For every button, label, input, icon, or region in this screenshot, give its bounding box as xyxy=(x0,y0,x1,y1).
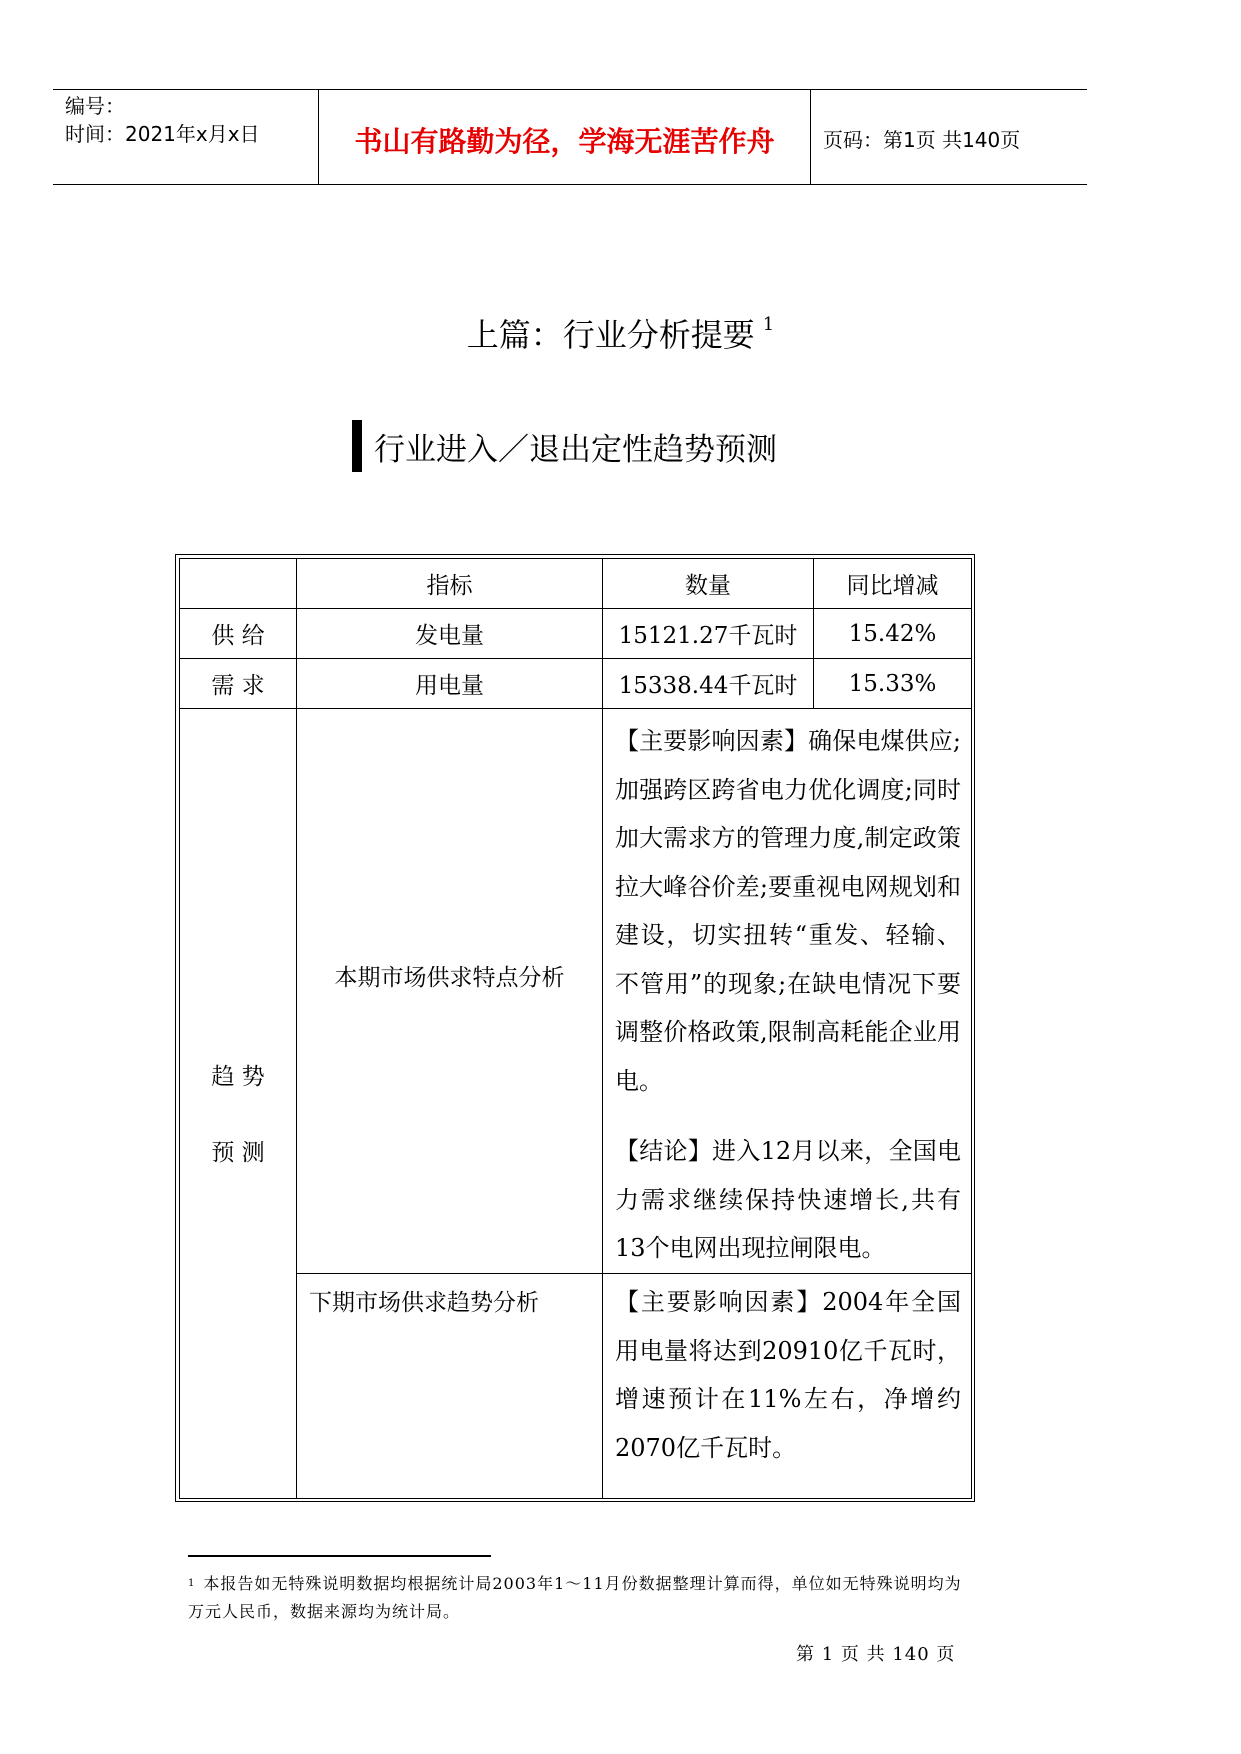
row-indicator: 发电量 xyxy=(297,609,603,659)
row-quantity: 15338.44千瓦时 xyxy=(603,659,814,709)
current-conclusion: 【结论】进入12月以来，全国电力需求继续保持快速增长,共有13个电网出现拉闸限电。 xyxy=(615,1137,961,1262)
row-change: 15.33% xyxy=(814,659,972,709)
table-header-cell xyxy=(180,559,297,609)
header-divider xyxy=(810,90,811,184)
trend-label-line: 趋 势 xyxy=(211,1064,265,1090)
time-label: 时间：2021年x月x日 xyxy=(65,122,260,146)
next-analysis-cell xyxy=(603,1274,972,1499)
table-header-row xyxy=(180,559,972,609)
trend-forecast-label xyxy=(180,709,297,1499)
serial-label: 编号： xyxy=(65,94,125,118)
next-analysis-label: 下期市场供求趋势分析 xyxy=(297,1274,603,1499)
footnote-text: 本报告如无特殊说明数据均根据统计局2003年1～11月份数据整理计算而得，单位如无特殊说明均为万元人民币，数据来源均为统计局。 xyxy=(188,1574,962,1621)
table-row xyxy=(180,659,972,709)
page-footer: 第 1 页 共 140 页 xyxy=(796,1644,956,1665)
next-factors: 【主要影响因素】2004年全国用电量将达到20910亿千瓦时，增速预计在11%左右，净增约2070亿千瓦时。 xyxy=(615,1288,961,1462)
current-analysis-cell xyxy=(603,709,972,1274)
table-row-next xyxy=(180,1274,972,1499)
footnote-ref[interactable]: 1 xyxy=(762,314,775,335)
table-header-cell: 指标 xyxy=(297,559,603,609)
footnote xyxy=(188,1570,968,1626)
table-row-current xyxy=(180,709,972,1274)
row-indicator: 用电量 xyxy=(297,659,603,709)
header-motto: 书山有路勤为径，学海无涯苦作舟 xyxy=(354,125,775,158)
table-header-cell: 数量 xyxy=(603,559,814,609)
footnote-separator xyxy=(188,1555,491,1557)
page-title xyxy=(0,310,1241,356)
analysis-table-grid xyxy=(179,558,972,1499)
row-label: 供 给 xyxy=(180,609,297,659)
trend-label-line: 预 测 xyxy=(211,1140,265,1166)
next-analysis-text xyxy=(603,1274,971,1472)
analysis-table xyxy=(175,554,975,1502)
current-factors: 【主要影响因素】确保电煤供应;加强跨区跨省电力优化调度;同时加大需求方的管理力度,制定政策拉大峰谷价差;要重视电网规划和建设，切实扭转“重发、轻输、不管用”的现象;在缺电情况下要调整价格政策,限制高耗能企业用电。 xyxy=(615,727,961,1095)
footnote-mark: 1 xyxy=(188,1578,196,1589)
table-row xyxy=(180,609,972,659)
section-title: 行业进入／退出定性趋势预测 xyxy=(374,431,777,468)
row-label: 需 求 xyxy=(180,659,297,709)
row-quantity: 15121.27千瓦时 xyxy=(603,609,814,659)
section-heading xyxy=(352,420,777,472)
page-title-text: 上篇：行业分析提要 xyxy=(466,316,755,354)
row-change: 15.42% xyxy=(814,609,972,659)
header-meta xyxy=(65,92,260,148)
page-header xyxy=(53,89,1087,185)
section-marker-bar xyxy=(352,420,362,472)
current-analysis-text xyxy=(603,709,971,1273)
table-header-cell: 同比增减 xyxy=(814,559,972,609)
header-page-label: 页码：第1页 共140页 xyxy=(823,128,1021,152)
current-analysis-label: 本期市场供求特点分析 xyxy=(297,709,603,1274)
